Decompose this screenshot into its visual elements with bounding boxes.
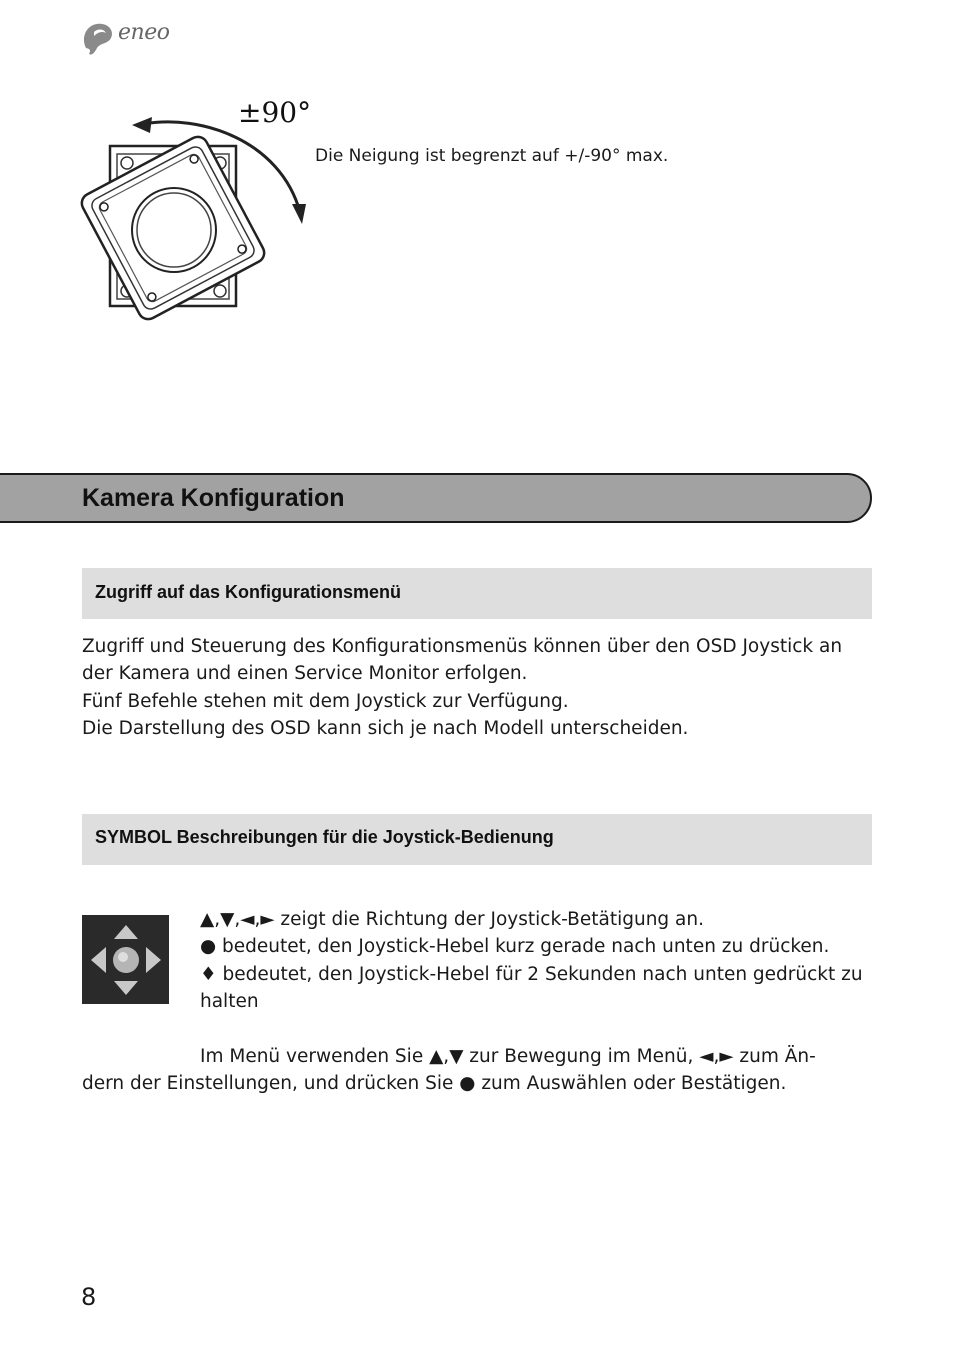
page-number: 8	[81, 1283, 97, 1311]
symbol-line-press: ● bedeutet, den Joystick-Hebel kurz gerade nach unten zu drücken.	[200, 936, 830, 957]
symbol-line-hold-cont: halten	[200, 991, 259, 1012]
text-line: Die Darstellung des OSD kann sich je nach Modell unterscheiden.	[82, 717, 689, 739]
tilt-angle-label: ±90°	[238, 96, 312, 129]
text-line: Fünf Befehle stehen mit dem Joystick zur Verfügung.	[82, 690, 569, 712]
access-paragraph	[82, 633, 842, 742]
logo-wordmark: eneo	[118, 20, 170, 45]
subsection-title-access: Zugriff auf das Konfigurationsmenü	[95, 582, 401, 602]
symbol-line-hold: ♦ bedeutet, den Joystick-Hebel für 2 Sekunden nach unten gedrückt zu	[200, 964, 863, 985]
section-title: Kamera Konfiguration	[82, 484, 345, 512]
text-line: Zugriff und Steuerung des Konfigurationsmenüs können über den OSD Joystick an	[82, 636, 843, 657]
symbol-line-directions: ▲,▼,◄,► zeigt die Richtung der Joystick-Betätigung an.	[200, 909, 704, 930]
subsection-title-symbols: SYMBOL Beschreibungen für die Joystick-Bedienung	[95, 827, 554, 847]
joystick-icon	[82, 915, 169, 1004]
camera-tilt-illustration	[80, 100, 310, 322]
menu-instruction-line-2: dern der Einstellungen, und drücken Sie ● zum Auswählen oder Bestätigen.	[82, 1073, 787, 1094]
text-line: der Kamera und einen Service Monitor erfolgen.	[82, 663, 528, 685]
tilt-caption: Die Neigung ist begrenzt auf +/-90° max.	[315, 146, 669, 166]
menu-instruction-line-1: Im Menü verwenden Sie ▲,▼ zur Bewegung im Menü, ◄,► zum Än-	[200, 1046, 816, 1067]
